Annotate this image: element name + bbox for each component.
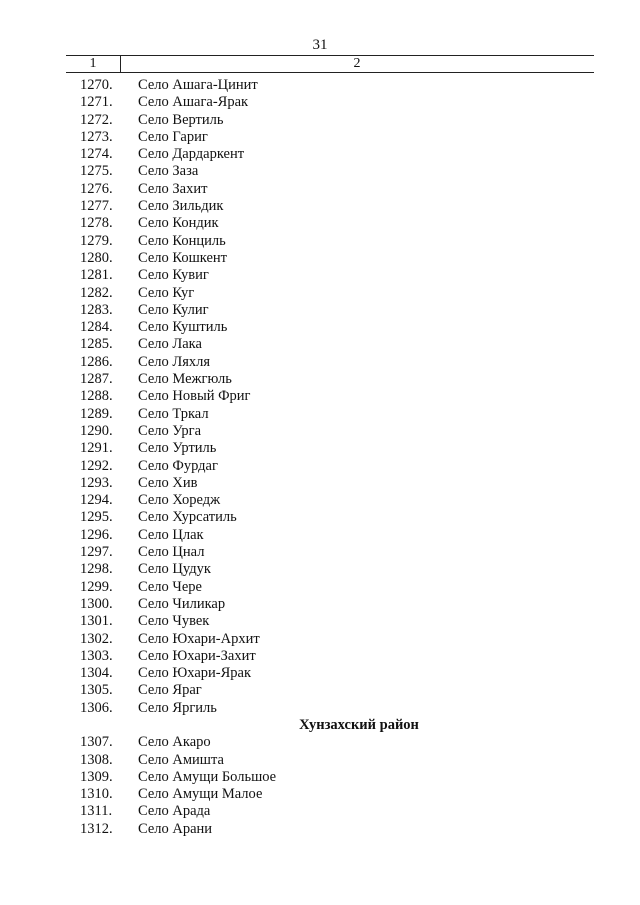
table-row: [0, 700, 640, 717]
table-row: [0, 596, 640, 613]
table-row: [0, 821, 640, 838]
row-number: 1290.: [80, 422, 113, 439]
table-row: [0, 233, 640, 250]
table-row: [0, 475, 640, 492]
settlement-name: Село Дардаркент: [138, 146, 245, 163]
settlement-name: Село Арани: [138, 820, 213, 837]
row-number: 1294.: [80, 492, 113, 509]
row-number: 1312.: [80, 820, 113, 837]
page-number: 31: [312, 37, 328, 53]
row-number: 1274.: [80, 146, 113, 163]
table-row: [0, 509, 640, 526]
row-number: 1275.: [80, 163, 113, 180]
settlement-name: Село Хив: [138, 474, 198, 491]
row-number: 1293.: [80, 474, 113, 491]
table-row: [0, 734, 640, 751]
row-number: 1305.: [80, 682, 113, 699]
row-number: 1287.: [80, 371, 113, 388]
row-number: 1299.: [80, 578, 113, 595]
row-number: 1273.: [80, 128, 113, 145]
row-number: 1303.: [80, 647, 113, 664]
table-row: [0, 665, 640, 682]
row-number: 1295.: [80, 509, 113, 526]
table-row: [0, 527, 640, 544]
row-number: 1271.: [80, 94, 113, 111]
header-column-2: 2: [353, 56, 361, 71]
settlement-name: Село Кувиг: [138, 267, 209, 284]
row-number: 1281.: [80, 267, 113, 284]
row-number: 1311.: [80, 803, 113, 820]
row-number: 1285.: [80, 336, 113, 353]
settlement-name: Село Яргиль: [138, 699, 217, 716]
table-row: [0, 613, 640, 630]
settlement-name: Село Куштиль: [138, 319, 228, 336]
row-number: 1276.: [80, 180, 113, 197]
table-row: [0, 215, 640, 232]
settlement-name: Село Кондик: [138, 215, 219, 232]
row-number: 1306.: [80, 699, 113, 716]
table-row: [0, 129, 640, 146]
table-row: [0, 682, 640, 699]
table-row: [0, 803, 640, 820]
row-number: 1280.: [80, 249, 113, 266]
row-number: 1291.: [80, 440, 113, 457]
table-row: [0, 648, 640, 665]
settlement-name: Село Юхари-Архит: [138, 630, 260, 647]
settlement-name: Село Урга: [138, 422, 202, 439]
settlement-name: Село Ляхля: [138, 353, 211, 370]
table-row: [0, 146, 640, 163]
table-row: [0, 769, 640, 786]
row-number: 1309.: [80, 768, 113, 785]
row-number: 1308.: [80, 751, 113, 768]
table-row: [0, 406, 640, 423]
header-column-1: 1: [89, 56, 97, 71]
table-row: [0, 354, 640, 371]
table-row: [0, 302, 640, 319]
settlement-name: Село Кулиг: [138, 301, 209, 318]
settlement-name: Село Лака: [138, 336, 202, 353]
table-row: [0, 336, 640, 353]
row-number: 1307.: [80, 734, 113, 751]
row-number: 1283.: [80, 301, 113, 318]
table-row: [0, 440, 640, 457]
settlement-name: Село Цудук: [138, 561, 211, 578]
row-number: 1279.: [80, 232, 113, 249]
row-number: 1304.: [80, 665, 113, 682]
settlement-name: Село Межгюль: [138, 371, 232, 388]
settlement-name: Село Куг: [138, 284, 195, 301]
settlement-name: Село Амущи Большое: [138, 768, 277, 785]
settlement-name: Село Ашага-Цинит: [138, 77, 258, 93]
row-number: 1270.: [80, 77, 113, 93]
settlement-name: Село Уртиль: [138, 440, 217, 457]
row-number: 1272.: [80, 111, 113, 128]
table-row: [0, 267, 640, 284]
table-row: [0, 198, 640, 215]
table-row: [0, 579, 640, 596]
table-row: [0, 631, 640, 648]
settlement-name: Село Юхари-Ярак: [138, 665, 252, 682]
row-number: 1292.: [80, 457, 113, 474]
row-number: 1278.: [80, 215, 113, 232]
table-row: [0, 77, 640, 94]
table-row: [0, 94, 640, 111]
settlement-name: Село Ашага-Ярак: [138, 94, 249, 111]
row-number: 1284.: [80, 319, 113, 336]
table-row: [0, 752, 640, 769]
settlement-name: Село Вертиль: [138, 111, 224, 128]
table-header: [66, 55, 594, 73]
row-number: 1296.: [80, 526, 113, 543]
row-number: 1302.: [80, 630, 113, 647]
table-row: [0, 786, 640, 803]
row-number: 1289.: [80, 405, 113, 422]
table-row: [0, 285, 640, 302]
settlement-name: Село Захит: [138, 180, 208, 197]
table-row: [0, 250, 640, 267]
settlement-name: Село Кошкент: [138, 249, 227, 266]
settlement-name: Село Хоредж: [138, 492, 221, 509]
district-heading: Хунзахский район: [299, 716, 419, 733]
settlement-name: Село Чувек: [138, 613, 210, 630]
table-row: [0, 388, 640, 405]
settlement-name: Село Тркал: [138, 405, 209, 422]
settlement-name: Село Гариг: [138, 128, 208, 145]
settlement-name: Село Арада: [138, 803, 211, 820]
table-row: [0, 319, 640, 336]
settlement-name: Село Акаро: [138, 734, 211, 751]
settlement-name: Село Цнал: [138, 544, 205, 561]
table-body: [0, 77, 640, 838]
settlement-name: Село Чиликар: [138, 595, 226, 612]
row-number: 1286.: [80, 353, 113, 370]
row-number: 1282.: [80, 284, 113, 301]
row-number: 1277.: [80, 198, 113, 215]
settlement-name: Село Зильдик: [138, 198, 224, 215]
table-row: [0, 371, 640, 388]
row-number: 1288.: [80, 388, 113, 405]
settlement-name: Село Цлак: [138, 526, 204, 543]
table-row: [0, 458, 640, 475]
settlement-name: Село Хурсатиль: [138, 509, 237, 526]
table-row: [0, 423, 640, 440]
row-number: 1300.: [80, 595, 113, 612]
settlement-name: Село Амущи Малое: [138, 786, 263, 803]
row-number: 1297.: [80, 544, 113, 561]
row-number: 1298.: [80, 561, 113, 578]
table-row: [0, 163, 640, 180]
settlement-name: Село Юхари-Захит: [138, 647, 256, 664]
settlement-name: Село Новый Фриг: [138, 388, 251, 405]
settlement-name: Село Амишта: [138, 751, 224, 768]
settlement-name: Село Заза: [138, 163, 199, 180]
settlement-name: Село Яраг: [138, 682, 202, 699]
settlement-name: Село Конциль: [138, 232, 226, 249]
settlement-name: Село Фурдаг: [138, 457, 218, 474]
table-row: [0, 181, 640, 198]
settlement-name: Село Чере: [138, 578, 202, 595]
row-number: 1310.: [80, 786, 113, 803]
table-row: [0, 561, 640, 578]
row-number: 1301.: [80, 613, 113, 630]
table-row: [0, 544, 640, 561]
table-row: [0, 112, 640, 129]
table-row: [0, 492, 640, 509]
